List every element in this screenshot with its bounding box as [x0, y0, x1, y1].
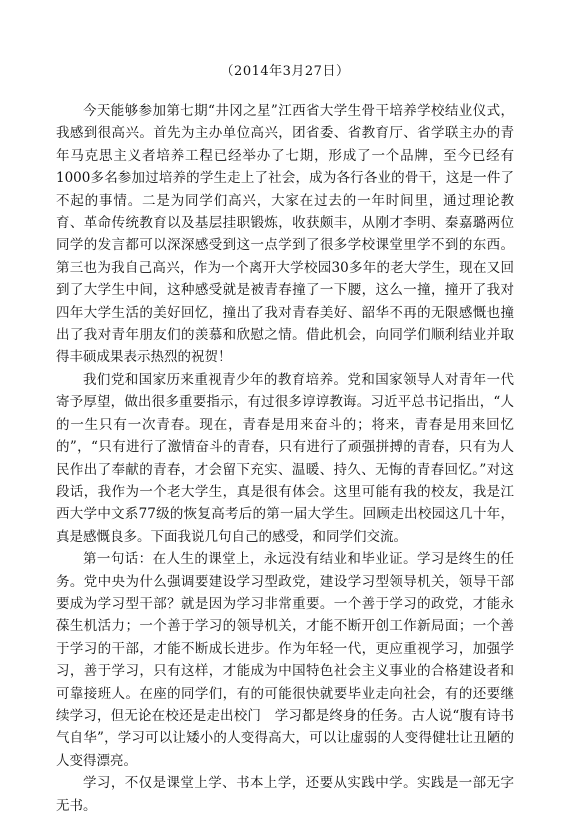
paragraph-practice: 学习，不仅是课堂上学、书本上学，还要从实践中学。实践是一部无字无书。	[56, 775, 514, 814]
speech-body	[56, 100, 514, 817]
paragraph-opening: 今天能够参加第七期“井冈之星”江西省大学生骨干培养学校结业仪式，我感到很高兴。首先为主办单位高兴，团省委、省教育厅、省学联主办的青年马克思主义者培养工程已经举办了七期，形成了一个品牌，至今已经有1000多名参加过培养的学生走上了社会，成为各行各业的骨干，这是一件了不起的事情。二是为同学们高兴，大家在过去的一年时间里，通过理论教育、革命传统教育以及基层挂职锻炼，收获颇丰，从刚才李明、秦嘉璐两位同学的发言都可以深深感受到这一点学到了很多学校课堂里学不到的东西。第三也为我自己高兴，作为一个离开大学校园30多年的老大学生，现在又回到了大学生中间，这种感受就是被青春撞了一下腰，这么一撞，撞开了我对四年大学生活的美好回忆，撞出了我对青春美好、韶华不再的无限感慨也撞出了我对青年朋友们的羡慕和欣慰之情。借此机会，向同学们顺利结业并取得丰硕成果表示热烈的祝贺！	[56, 103, 514, 366]
paragraph-lifelong-learning: 第一句话：在人生的课堂上，永远没有结业和毕业证。学习是终生的任务。党中央为什么强调要建设学习型政党，建设学习型领导机关，领导干部要成为学习型干部？就是因为学习非常重要。一个善于学习的政党，才能永葆生机活力；一个善于学习的领导机关，才能不断开创工作新局面；一个善于学习的干部，才能不断成长进步。作为年轻一代，更应重视学习，加强学习，善于学习，只有这样，才能成为中国特色社会主义事业的合格建设者和可靠接班人。在座的同学们，有的可能很快就要毕业走向社会，有的还要继续学习，但无论在校还是走出校门 学习都是终身的任务。古人说“腹有诗书气自华”，学习可以让矮小的人变得高大，可以让虚弱的人变得健壮让丑陋的人变得漂亮。	[56, 551, 514, 769]
speech-date: （2014年3月27日）	[220, 64, 350, 79]
paragraph-party-education: 我们党和国家历来重视青少年的教育培养。党和国家领导人对青年一代寄予厚望，做出很多重要指示，有过很多谆谆教诲。习近平总书记指出，“人的一生只有一次青春。现在，青春是用来奋斗的；将来，青春是用来回忆的”，“只有进行了激情奋斗的青春，只有进行了顽强拼搏的青春，只有为人民作出了奉献的青春，才会留下充实、温暖、持久、无悔的青春回忆。”对这段话，我作为一个老大学生，真是很有体会。这里可能有我的校友，我是江西大学中文系77级的恢复高考后的第一届大学生。回顾走出校园这几十年，真是感慨良多。下面我说几句自己的感受，和同学们交流。	[56, 371, 514, 545]
